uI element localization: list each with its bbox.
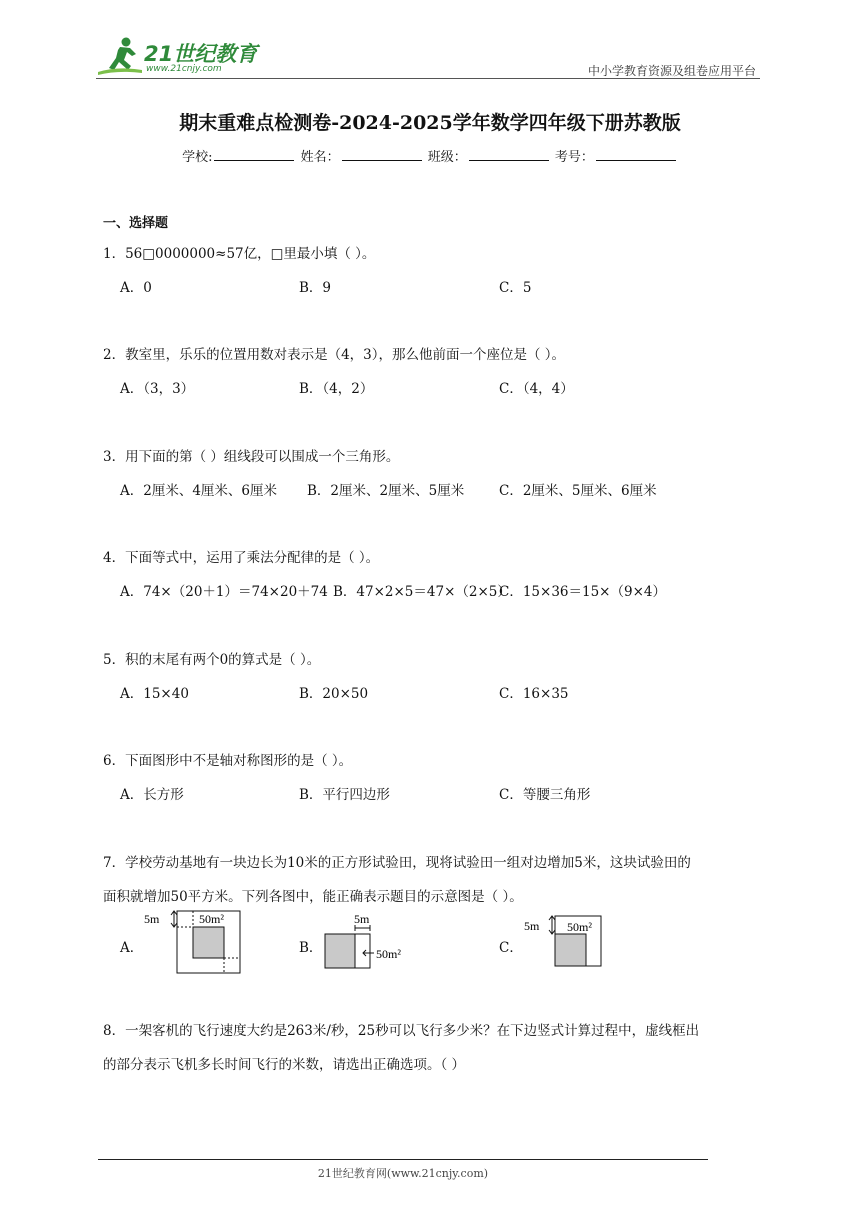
- q4-option-c[interactable]: C．15×36＝15×（9×4）: [499, 584, 666, 600]
- q2-option-a[interactable]: A．（3，3）: [120, 381, 195, 397]
- figure-b-5m-label: 5m: [354, 912, 370, 926]
- question-8-stem-line1: 8．一架客机的飞行速度大约是263米/秒，25秒可以飞行多少米？在下边竖式计算过程中，虚线框出: [103, 1023, 700, 1039]
- q7-option-c[interactable]: C．: [499, 940, 523, 956]
- q2-option-b[interactable]: B．（4，2）: [299, 381, 374, 397]
- figure-b[interactable]: [320, 908, 420, 974]
- figure-c[interactable]: [522, 910, 612, 972]
- question-6-stem: 6．下面图形中不是轴对称图形的是（ ）。: [103, 753, 353, 769]
- q2-option-c[interactable]: C．（4，4）: [499, 381, 574, 397]
- q1-option-b[interactable]: B．9: [299, 280, 332, 296]
- logo-url: www.21cnjy.com: [146, 64, 222, 74]
- school-label: 学校:: [182, 150, 213, 165]
- runner-logo-icon: [96, 36, 146, 78]
- q6-option-b[interactable]: B．平行四边形: [299, 787, 390, 803]
- figure-a-50m2-label: 50m²: [199, 912, 224, 926]
- figure-b-50m2-label: 50m²: [376, 947, 401, 961]
- q6-option-c[interactable]: C．等腰三角形: [499, 787, 591, 803]
- q5-option-b[interactable]: B．20×50: [299, 686, 369, 702]
- q6-option-a[interactable]: A．长方形: [120, 787, 184, 803]
- q1-option-a[interactable]: A．0: [120, 280, 152, 296]
- school-blank[interactable]: [214, 148, 294, 161]
- question-1-stem: 1．56□0000000≈57亿，□里最小填（ ）。: [103, 246, 376, 262]
- q7-option-b[interactable]: B．: [299, 940, 323, 956]
- question-8-stem-line2: 的部分表示飞机多长时间飞行的米数，请选出正确选项。（ ）: [103, 1057, 466, 1073]
- class-blank[interactable]: [469, 148, 549, 161]
- question-7-stem-line1: 7．学校劳动基地有一块边长为10米的正方形试验田，现将试验田一组对边增加5米，这块试验田的: [103, 855, 691, 871]
- name-label: 姓名：: [300, 150, 340, 165]
- exam-no-blank[interactable]: [596, 148, 676, 161]
- q7-option-a[interactable]: A．: [120, 940, 144, 956]
- figure-a[interactable]: [143, 908, 243, 976]
- class-label: 班级：: [427, 150, 467, 165]
- footer-link[interactable]: 21世纪教育网(www.21cnjy.com): [317, 1167, 489, 1180]
- question-2-stem: 2．教室里，乐乐的位置用数对表示是（4，3），那么他前面一个座位是（ ）。: [103, 347, 566, 363]
- q1-option-c[interactable]: C．5: [499, 280, 532, 296]
- q4-option-a[interactable]: A．74×（20＋1）＝74×20＋74: [120, 584, 328, 600]
- section-heading: 一、选择题: [103, 216, 169, 231]
- figure-c-50m2-label: 50m²: [567, 920, 592, 934]
- platform-name: 中小学教育资源及组卷应用平台: [587, 64, 756, 78]
- question-4-stem: 4．下面等式中，运用了乘法分配律的是（ ）。: [103, 550, 380, 566]
- figure-a-5m-label: 5m: [144, 912, 160, 926]
- exam-no-label: 考号：: [554, 150, 594, 165]
- name-blank[interactable]: [342, 148, 422, 161]
- student-info: [0, 146, 860, 165]
- q3-option-b[interactable]: B．2厘米、2厘米、5厘米: [307, 483, 465, 499]
- q3-option-c[interactable]: C．2厘米、5厘米、6厘米: [499, 483, 657, 499]
- site-logo: [96, 36, 256, 78]
- header-divider: [96, 78, 760, 79]
- q4-option-b[interactable]: B．47×2×5＝47×（2×5）: [333, 584, 511, 600]
- page-title: 期末重难点检测卷-2024-2025学年数学四年级下册苏教版: [179, 112, 681, 134]
- footer-divider: [98, 1159, 708, 1160]
- question-5-stem: 5．积的末尾有两个0的算式是（ ）。: [103, 652, 321, 668]
- figure-c-5m-label: 5m: [524, 919, 540, 933]
- logo-text: 21世纪教育: [144, 42, 258, 66]
- question-3-stem: 3．用下面的第（ ）组线段可以围成一个三角形。: [103, 449, 400, 465]
- q5-option-c[interactable]: C．16×35: [499, 686, 569, 702]
- q3-option-a[interactable]: A．2厘米、4厘米、6厘米: [120, 483, 278, 499]
- q5-option-a[interactable]: A．15×40: [120, 686, 189, 702]
- question-7-stem-line2: 面积就增加50平方米。下列各图中，能正确表示题目的示意图是（ ）。: [103, 889, 523, 905]
